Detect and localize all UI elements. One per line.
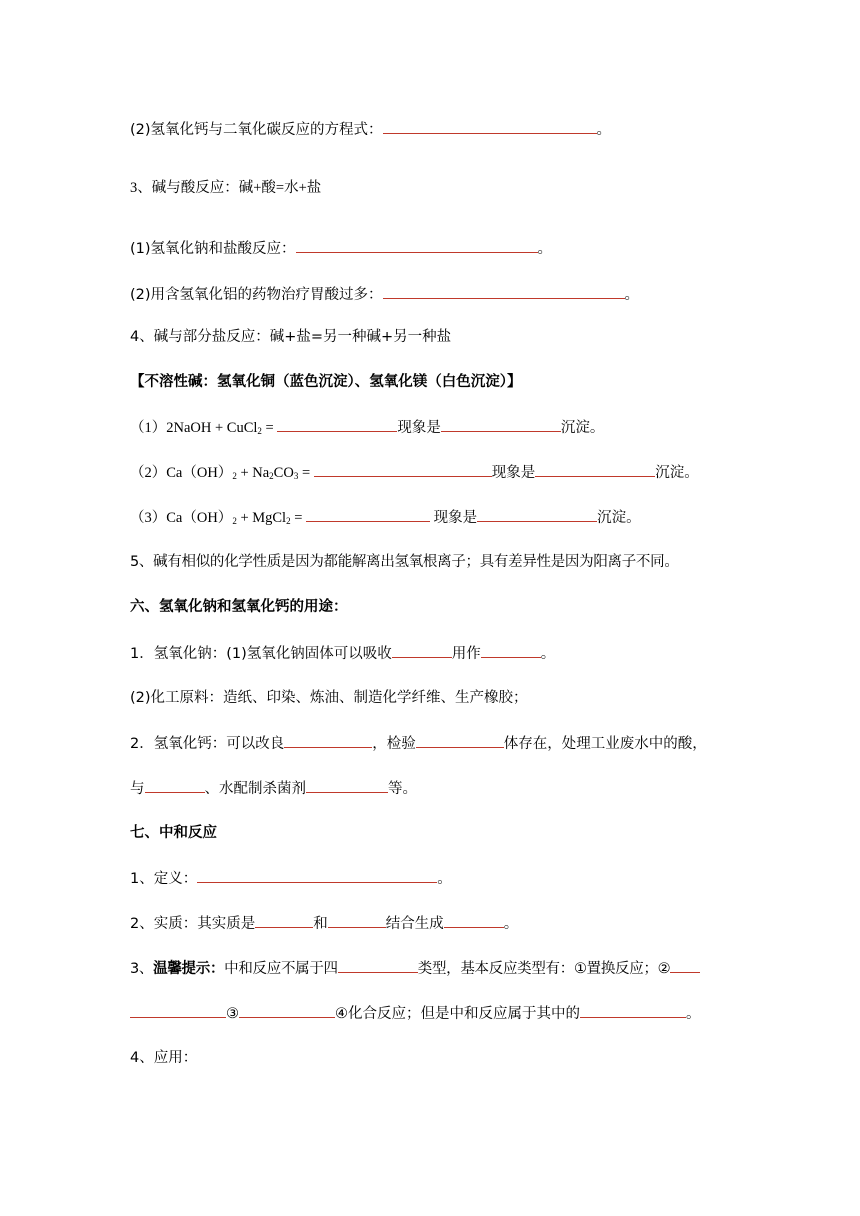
subscript: 2 <box>269 471 274 481</box>
line-base-salt-heading <box>130 327 451 347</box>
equation-prefix: （2）Ca（OH） <box>130 465 233 481</box>
answer-blank[interactable] <box>277 417 397 432</box>
formula-part: + Na <box>236 465 270 481</box>
answer-blank[interactable] <box>284 733 372 748</box>
line-base-acid-heading <box>130 178 321 198</box>
answer-blank[interactable] <box>338 958 418 973</box>
formula-part: CO <box>273 465 294 481</box>
answer-blank[interactable] <box>328 913 386 928</box>
section-heading-neutralization <box>130 823 217 843</box>
line-definition <box>130 868 452 889</box>
subscript: 2 <box>232 516 237 526</box>
line-text: 、水配制杀菌剂 <box>204 781 306 797</box>
line-naoh-cucl2 <box>130 417 604 438</box>
equation-prefix: （1）2NaOH + CuCl <box>130 420 258 436</box>
line-aloh3-antacid <box>130 284 639 305</box>
phenomenon-label: 现象是 <box>397 420 441 436</box>
phenomenon-label: 现象是 <box>430 510 478 526</box>
equals-sign: = <box>290 510 307 526</box>
line-text: ④化合反应；但是中和反应属于其中的 <box>335 1006 580 1022</box>
line-end: 沉淀。 <box>597 510 641 526</box>
line-text: 【不溶性碱：氢氧化铜（蓝色沉淀）、氢氧化镁（白色沉淀）】 <box>130 374 522 390</box>
answer-blank[interactable] <box>383 284 625 299</box>
line-naoh-uses <box>130 643 555 664</box>
line-end: 等。 <box>388 781 417 797</box>
line-end: 。 <box>540 646 556 662</box>
subscript: 2 <box>257 426 262 436</box>
line-insoluble-bases <box>130 372 522 392</box>
line-text: 2、实质：其实质是 <box>130 916 256 932</box>
line-caoh2-mgcl2 <box>130 507 641 528</box>
answer-blank[interactable] <box>239 1003 335 1018</box>
line-caoh2-na2co3 <box>130 462 699 483</box>
subscript: 2 <box>286 516 291 526</box>
tip-label: 温馨提示： <box>153 961 225 977</box>
equation-prefix: （3）Ca（OH） <box>130 510 233 526</box>
line-naoh-hcl <box>130 238 552 259</box>
line-text: 与 <box>130 781 145 797</box>
line-caoh2-co2 <box>130 119 611 140</box>
line-text: 和 <box>313 916 328 932</box>
line-text: 结合生成 <box>385 916 444 932</box>
line-base-properties <box>130 552 679 572</box>
equals-sign: = <box>261 420 278 436</box>
equals-sign: = <box>298 465 314 481</box>
heading-text: 六、氢氧化钠和氢氧化钙的用途： <box>130 599 348 615</box>
line-text: 中和反应不属于四 <box>224 961 338 977</box>
answer-blank[interactable] <box>296 238 538 253</box>
line-end: 沉淀。 <box>560 420 605 436</box>
answer-blank[interactable] <box>306 778 388 793</box>
line-end: 沉淀。 <box>655 465 699 481</box>
line-application <box>130 1048 197 1068</box>
answer-blank[interactable] <box>416 733 504 748</box>
line-end: 。 <box>503 916 519 932</box>
answer-blank[interactable] <box>314 462 492 477</box>
line-caoh2-uses-cont <box>130 778 417 799</box>
line-text: (2)用含氢氧化铝的药物治疗胃酸过多： <box>130 287 383 303</box>
line-tip-cont <box>130 1003 701 1024</box>
phenomenon-label: 现象是 <box>491 465 536 481</box>
line-text: (2)化工原料：造纸、印染、炼油、制造化学纤维、生产橡胶； <box>130 690 528 706</box>
answer-blank[interactable] <box>197 868 437 883</box>
line-text: 5、碱有相似的化学性质是因为都能解离出氢氧根离子；具有差异性是因为阳离子不同。 <box>130 554 679 570</box>
answer-blank[interactable] <box>130 1003 226 1018</box>
line-tip <box>130 958 700 979</box>
line-text: (1)氢氧化钠和盐酸反应： <box>130 241 296 257</box>
line-chemical-raw-materials <box>130 688 528 708</box>
line-caoh2-uses <box>130 733 707 754</box>
heading-text: 七、中和反应 <box>130 825 217 841</box>
line-text: (2)氢氧化钙与二氧化碳反应的方程式： <box>130 122 383 138</box>
line-text: 类型，基本反应类型有：①置换反应；② <box>417 961 671 977</box>
answer-blank[interactable] <box>255 913 313 928</box>
line-essence <box>130 913 518 934</box>
answer-blank[interactable] <box>392 643 452 658</box>
line-text: 1、定义： <box>130 871 198 887</box>
answer-blank[interactable] <box>145 778 205 793</box>
line-text: 1．氢氧化钠：(1)氢氧化钠固体可以吸收 <box>130 646 392 662</box>
line-text: 4、应用： <box>130 1050 198 1066</box>
line-end: 。 <box>624 287 640 303</box>
line-text: 体存在，处理工业废水中的酸， <box>503 736 707 752</box>
line-end: 。 <box>537 241 553 257</box>
line-text: 2．氢氧化钙：可以改良 <box>130 736 285 752</box>
answer-blank[interactable] <box>670 958 700 973</box>
answer-blank[interactable] <box>306 507 430 522</box>
answer-blank[interactable] <box>580 1003 686 1018</box>
section-heading-uses <box>130 597 348 617</box>
line-end: 。 <box>596 122 612 138</box>
answer-blank[interactable] <box>383 119 597 134</box>
line-text: 4、碱与部分盐反应：碱+盐=另一种碱+另一种盐 <box>130 329 452 345</box>
line-end: 。 <box>437 871 452 887</box>
line-text: ③ <box>226 1006 239 1022</box>
subscript: 3 <box>293 471 299 481</box>
answer-blank[interactable] <box>441 417 561 432</box>
answer-blank[interactable] <box>481 643 541 658</box>
line-text: 3、 <box>130 961 154 977</box>
line-end: 。 <box>686 1006 701 1022</box>
subscript: 2 <box>232 471 237 481</box>
formula-part: + MgCl <box>236 510 287 526</box>
answer-blank[interactable] <box>535 462 655 477</box>
line-text: 3、碱与酸反应：碱+酸=水+盐 <box>130 180 322 196</box>
line-text: 用作 <box>451 646 481 662</box>
answer-blank[interactable] <box>444 913 504 928</box>
answer-blank[interactable] <box>477 507 597 522</box>
line-text: ，检验 <box>372 736 416 752</box>
